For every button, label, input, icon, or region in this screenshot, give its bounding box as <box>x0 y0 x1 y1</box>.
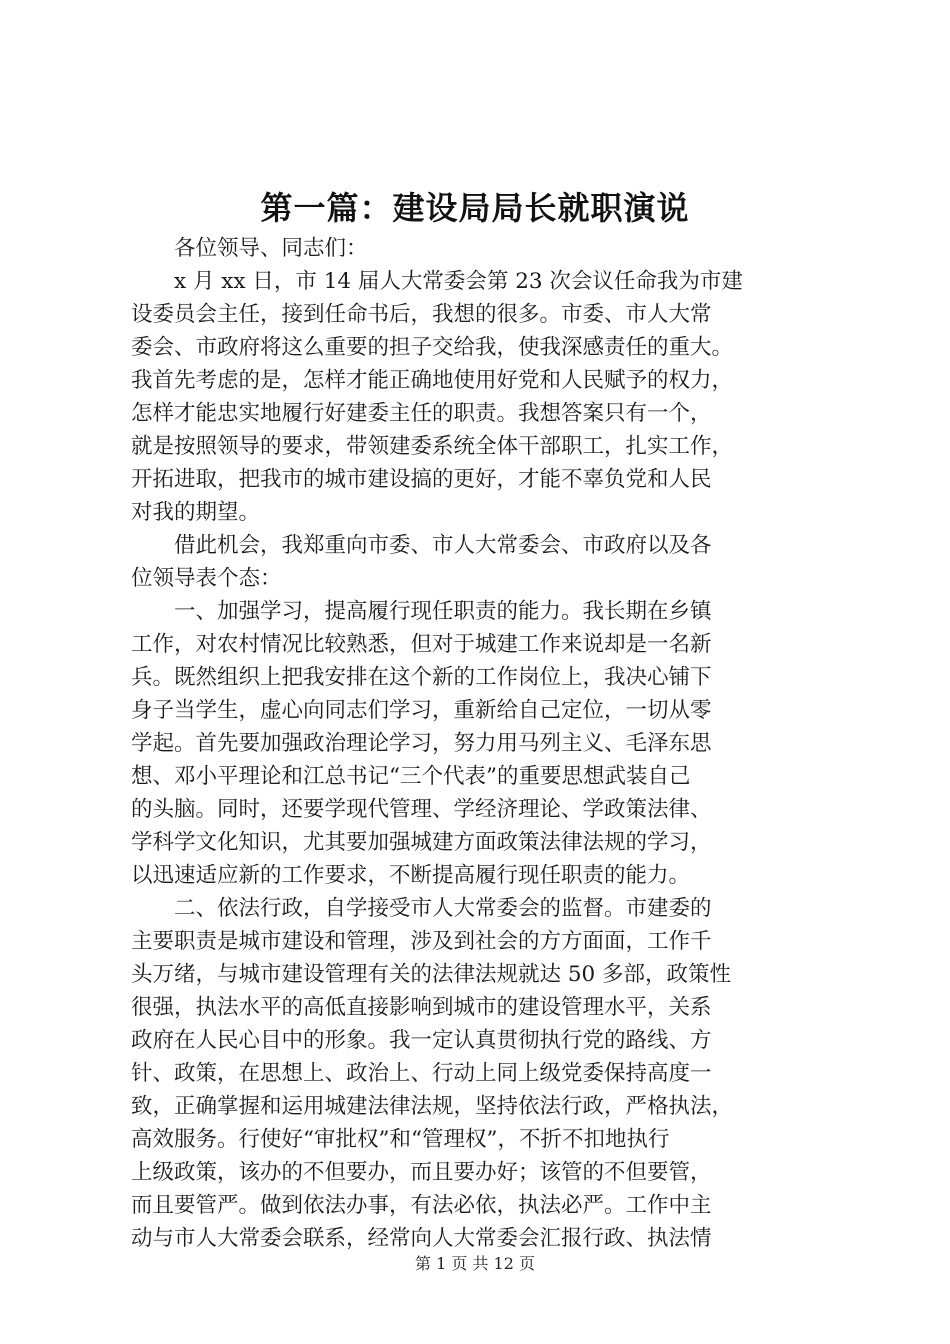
text-line: 开拓进取，把我市的城市建设搞的更好，才能不辜负党和人民 <box>131 467 712 492</box>
document-title: 第一篇：建设局局长就职演说 <box>260 189 690 227</box>
text-line: 怎样才能忠实地履行好建委主任的职责。我想答案只有一个， <box>131 401 712 426</box>
text-line: 位领导表个态： <box>131 566 282 591</box>
text-line: 学起。首先要加强政治理论学习，努力用马列主义、毛泽东思 <box>131 731 712 756</box>
text-line: 而且要管严。做到依法办事，有法必依，执法必严。工作中主 <box>131 1193 712 1218</box>
text-line: 身子当学生，虚心向同志们学习，重新给自己定位，一切从零 <box>131 698 712 723</box>
page-footer: 第 1 页 共 12 页 <box>415 1254 535 1273</box>
salutation-line: 各位领导、同志们： <box>174 236 368 261</box>
text-line: 上级政策，该办的不但要办，而且要办好；该管的不但要管， <box>131 1160 712 1185</box>
text-line: 兵。既然组织上把我安排在这个新的工作岗位上，我决心铺下 <box>131 665 712 690</box>
text-line: 工作，对农村情况比较熟悉，但对于城建工作来说却是一名新 <box>131 632 712 657</box>
text-line: 政府在人民心目中的形象。我一定认真贯彻执行党的路线、方 <box>131 1028 712 1053</box>
text-line: 以迅速适应新的工作要求，不断提高履行现任职责的能力。 <box>131 863 691 888</box>
text-line: 设委员会主任，接到任命书后，我想的很多。市委、市人大常 <box>131 302 712 327</box>
text-line: 致，正确掌握和运用城建法律法规，坚持依法行政，严格执法， <box>131 1094 734 1119</box>
text-line: 一、加强学习，提高履行现任职责的能力。我长期在乡镇 <box>174 599 712 624</box>
text-line: 对我的期望。 <box>131 500 261 525</box>
text-line: 委会、市政府将这么重要的担子交给我，使我深感责任的重大。 <box>131 335 734 360</box>
text-line: x 月 xx 日，市 14 届人大常委会第 23 次会议任命我为市建 <box>174 269 743 294</box>
text-line: 就是按照领导的要求，带领建委系统全体干部职工，扎实工作， <box>131 434 734 459</box>
text-line: 二、依法行政，自学接受市人大常委会的监督。市建委的 <box>174 896 712 921</box>
text-line: 学科学文化知识，尤其要加强城建方面政策法律法规的学习， <box>131 830 712 855</box>
text-line: 动与市人大常委会联系，经常向人大常委会汇报行政、执法情 <box>131 1226 712 1251</box>
text-line: 高效服务。行使好“审批权”和“管理权”，不折不扣地执行 <box>131 1127 670 1152</box>
text-line: 头万绪，与城市建设管理有关的法律法规就达 50 多部，政策性 <box>131 962 732 987</box>
text-line: 想、邓小平理论和江总书记“三个代表”的重要思想武装自己 <box>131 764 691 789</box>
text-line: 的头脑。同时，还要学现代管理、学经济理论、学政策法律、 <box>131 797 712 822</box>
document-body <box>131 232 839 1255</box>
text-line: 我首先考虑的是，怎样才能正确地使用好党和人民赋予的权力， <box>131 368 734 393</box>
text-line: 很强，执法水平的高低直接影响到城市的建设管理水平，关系 <box>131 995 712 1020</box>
text-line: 借此机会，我郑重向市委、市人大常委会、市政府以及各 <box>174 533 712 558</box>
text-line: 针、政策，在思想上、政治上、行动上同上级党委保持高度一 <box>131 1061 712 1086</box>
text-line: 主要职责是城市建设和管理，涉及到社会的方方面面，工作千 <box>131 929 712 954</box>
